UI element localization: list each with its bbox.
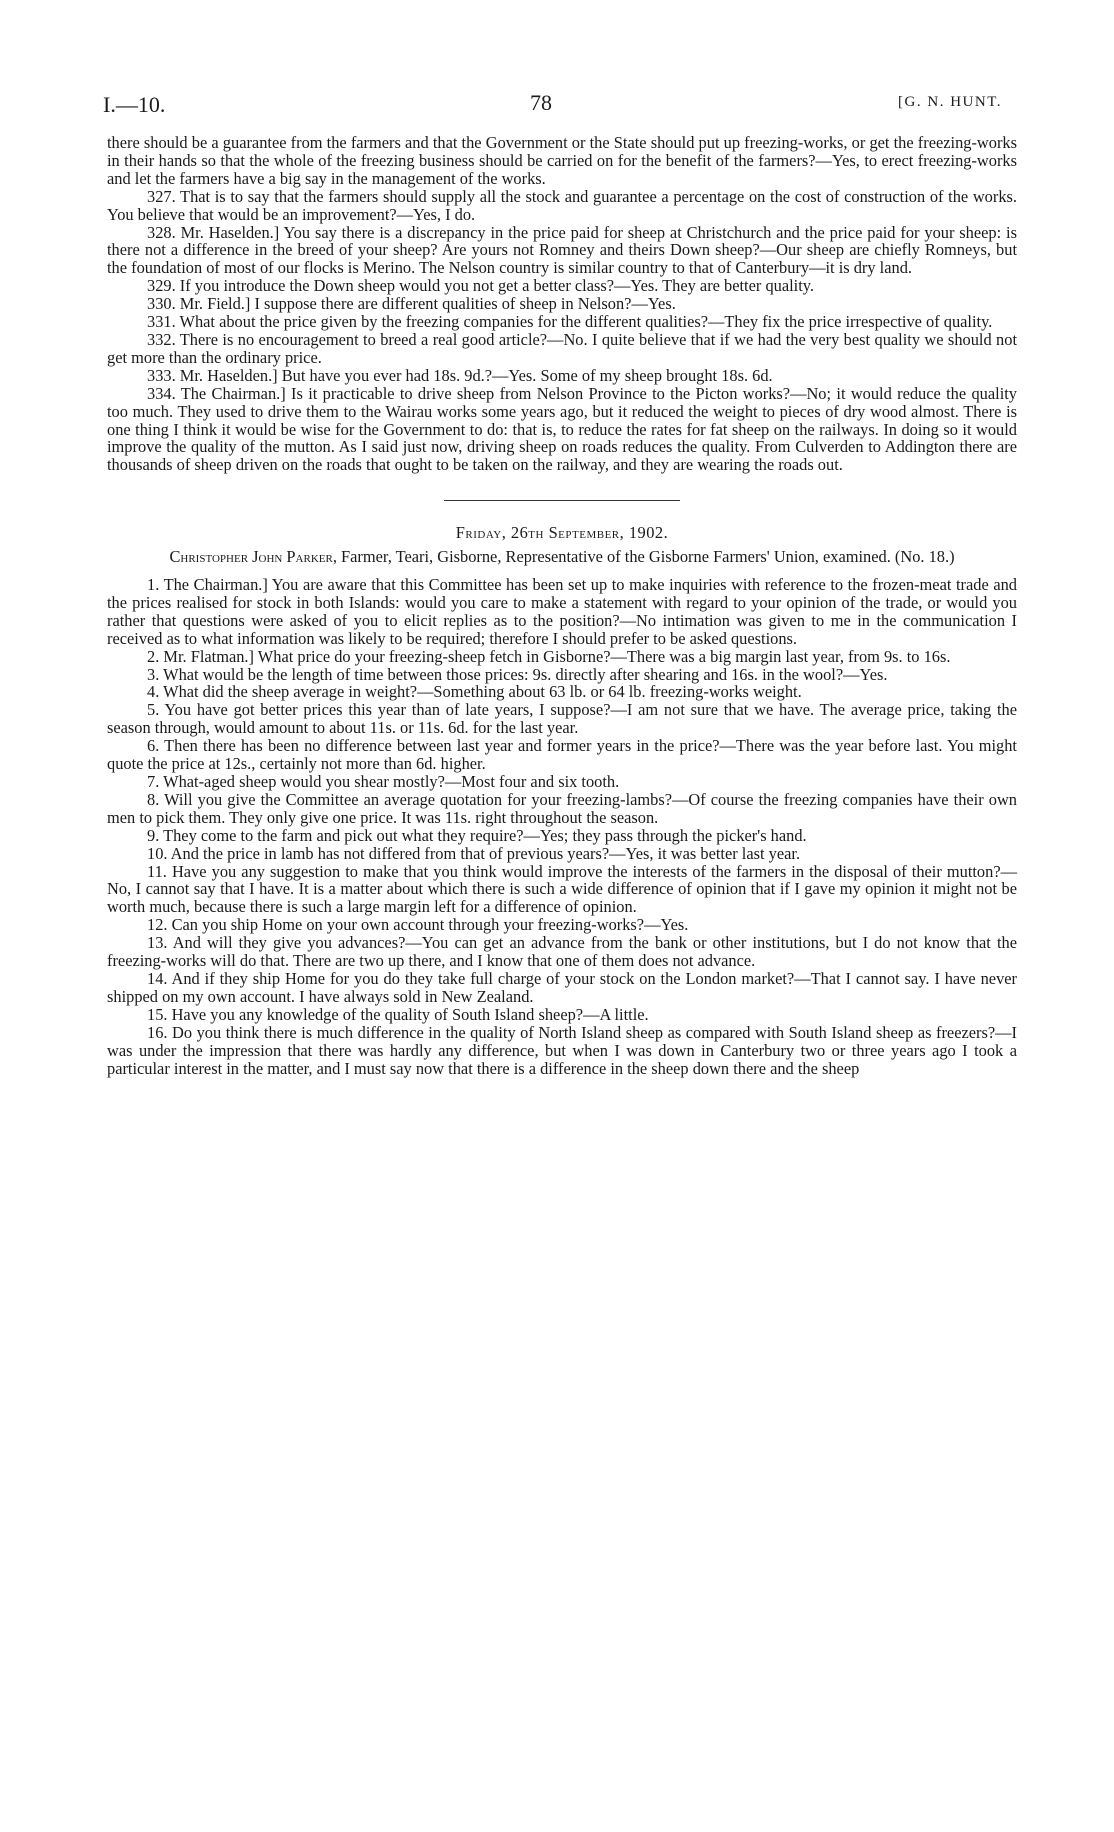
witness-heading (107, 548, 1017, 566)
page-number: 78 (530, 90, 552, 115)
paragraph: 328. Mr. Haselden.] You say there is a discrepancy in the price paid for sheep at Christchurch and the price paid for your sheep: is there not a difference in the breed of your sheep? Are yours not Romney and theirs Down sheep?—Our sheep are chiefly Romneys, but the foundation of most of our flocks is Merino. The Nelson country is similar country to that of Canterbury—it is dry land. (107, 222, 1017, 278)
paragraph: 331. What about the price given by the freezing companies for the different qualities?—They fix the price irrespective of quality. (147, 312, 993, 332)
page-header (0, 92, 1114, 122)
paragraph: 329. If you introduce the Down sheep would you not get a better class?—Yes. They are better quality. (147, 276, 814, 296)
paragraph: 330. Mr. Field.] I suppose there are different qualities of sheep in Nelson?—Yes. (147, 294, 676, 314)
paragraph: there should be a guarantee from the farmers and that the Government or the State should put up freezing-works, or get the freezing-works in their hands so that the whole of the freezing business should be carried on for the benefit of the farmers?—Yes, to erect freezing-works and let the farmers have a big say in the management of the works. (107, 133, 1017, 188)
document-reference: I.—10. (103, 92, 166, 117)
paragraph: 7. What-aged sheep would you shear mostly?—Most four and six tooth. (147, 772, 620, 791)
paragraph: 11. Have you any suggestion to make that you think would improve the interests of the farmers in the disposal of their mutton?—No, I cannot say that I have. It is a matter about which there is such a wide difference of opinion that if I gave my opinion it might not be worth much, because there is such a large margin left for a difference of opinion. (107, 861, 1017, 917)
witness-details: , Farmer, Teari, Gisborne, Representative of the Gisborne Farmers' Union, examined. (No. 18.) (332, 547, 955, 567)
paragraph: 13. And will they give you advances?—You can get an advance from the bank or other institutions, but I do not know that the freezing-works will do that. There are two up there, and I know that one of them does not advance. (107, 933, 1017, 971)
paragraph: 10. And the price in lamb has not differed from that of previous years?—Yes, it was better last year. (147, 843, 801, 863)
paragraph: 16. Do you think there is much difference in the quality of North Island sheep as compared with South Island sheep as freezers?—I was under the impression that there was hardly any difference, but when I was down in Canterbury two or three years ago I took a particular interest in the matter, and I must say now that there is a difference in the sheep down there and the sheep (107, 1022, 1017, 1078)
paragraph: 15. Have you any knowledge of the quality of South Island sheep?—A little. (147, 1004, 649, 1024)
page-body (107, 134, 1017, 1077)
paragraph: 2. Mr. Flatman.] What price do your freezing-sheep fetch in Gisborne?—There was a big margin last year, from 9s. to 16s. (147, 646, 951, 666)
paragraph: 12. Can you ship Home on your own account through your freezing-works?—Yes. (147, 915, 689, 935)
paragraph: 14. And if they ship Home for you do they take full charge of your stock on the London market?—That I cannot say. I have never shipped on my own account. I have always sold in New Zealand. (107, 968, 1017, 1006)
paragraph: 4. What did the sheep average in weight?—Something about 63 lb. or 64 lb. freezing-works weight. (147, 682, 802, 702)
paragraph: 9. They come to the farm and pick out what they require?—Yes; they pass through the picker's hand. (147, 825, 807, 845)
paragraph: 332. There is no encouragement to breed a real good article?—No. I quite believe that if we had the very best quality we should not get more than the ordinary price. (107, 329, 1017, 367)
section-divider (444, 500, 680, 501)
paragraph: 333. Mr. Haselden.] But have you ever had 18s. 9d.?—Yes. Some of my sheep brought 18s. 6d. (147, 365, 773, 385)
paragraph: 327. That is to say that the farmers should supply all the stock and guarantee a percentage on the cost of construction of the works. You believe that would be an improvement?—Yes, I do. (107, 186, 1017, 224)
paragraph: 8. Will you give the Committee an average quotation for your freezing-lambs?—Of course the freezing companies have their own men to pick them. They only give one price. It was 11s. right throughout the season. (107, 789, 1017, 827)
paragraph: 6. Then there has been no difference between last year and former years in the price?—There was the year before last. You might quote the price at 12s., certainly not more than 6d. higher. (107, 736, 1017, 774)
paragraph: 334. The Chairman.] Is it practicable to drive sheep from Nelson Province to the Picton works?—No; it would reduce the quality too much. They used to drive them to the Wairau works some years ago, but it reduced the weight to pieces of dry wood almost. There is one thing I think it would be wise for the Government to do: that is, to reduce the rates for fat sheep on the railways. In doing so it would improve the quality of the mutton. As I said just now, driving sheep on roads reduces the quality. From Culverden to Addington there are thousands of sheep driven on the roads that ought to be taken on the railway, and they are wearing the roads out. (107, 383, 1017, 475)
witness-reference: [G. N. HUNT. (898, 94, 1002, 110)
paragraph: 5. You have got better prices this year than of late years, I suppose?—I am not sure that we have. The average price, taking the season through, would amount to about 11s. or 11s. 6d. for the last year. (107, 700, 1017, 738)
paragraph: 3. What would be the length of time between those prices: 9s. directly after shearing and 16s. in the wool?—Yes. (147, 664, 888, 684)
paragraph: 1. The Chairman.] You are aware that this Committee has been set up to make inquiries with reference to the frozen-meat trade and the prices realised for stock in both Islands: would you care to make a statement with regard to your opinion of the trade, or would you rather that questions were asked of you to elicit replies as to the position?—No intimation was given to me in the communication I received as to what information was likely to be required; therefore I should prefer to be asked questions. (107, 575, 1017, 648)
witness-name: Christopher John Parker (169, 547, 333, 567)
session-date: Friday, 26th September, 1902. (455, 523, 669, 543)
